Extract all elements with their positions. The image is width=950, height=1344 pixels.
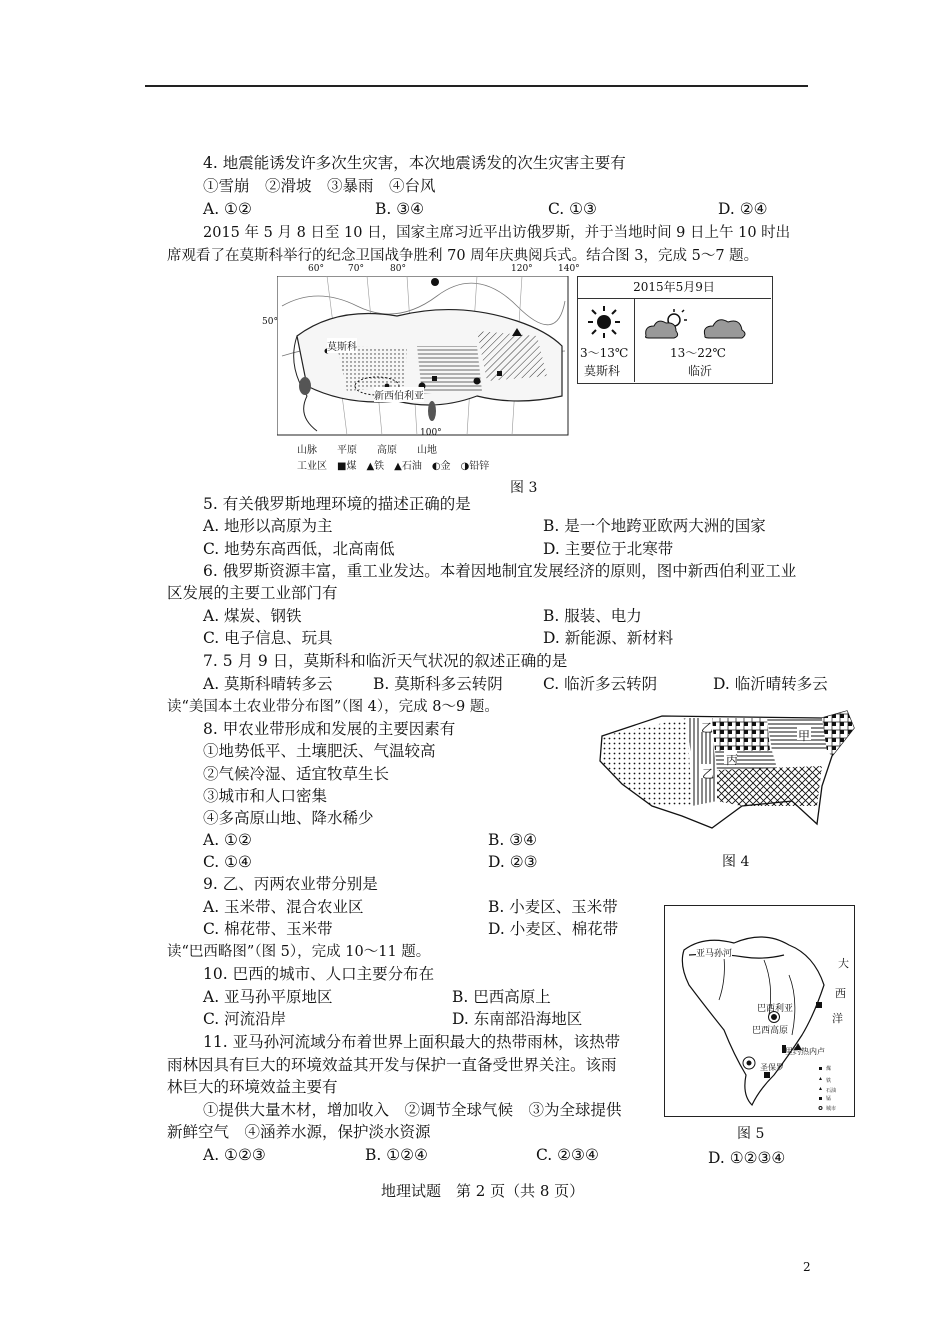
lon-70-label: 70° (348, 264, 364, 274)
moscow-weather-label: 莫斯科 (584, 364, 621, 378)
q6-option-a: A. 煤炭、钢铁 (203, 607, 302, 625)
q5-stem: 5. 有关俄罗斯地理环境的描述正确的是 (203, 495, 471, 513)
legend-iron: 铁 (826, 1078, 832, 1084)
q7-option-d: D. 临沂晴转多云 (713, 675, 828, 693)
weather-date: 2015年5月9日 (577, 276, 771, 299)
weather-divider (634, 298, 635, 382)
q5-option-c: C. 地势东高西低，北高南低 (203, 540, 395, 558)
q8-option-c: C. ①④ (203, 853, 252, 871)
q7-stem: 7. 5 月 9 日，莫斯科和临沂天气状况的叙述正确的是 (203, 652, 568, 670)
intro-5-7-line1: 2015 年 5 月 8 日至 10 日，国家主席习近平出访俄罗斯，并于当地时间 9 日上午 10 时出 (203, 225, 791, 241)
q8-item-2: ②气候冷湿、适宜牧草生长 (203, 765, 390, 783)
q10-option-d: D. 东南部沿海地区 (452, 1010, 583, 1028)
legend-manganese: 锰 (826, 1096, 832, 1102)
fig3-legend-row1: 山脉 平原 高原 山地 (297, 445, 437, 456)
q11-line4: ①提供大量木材，增加收入 ②调节全球气候 ③为全球提供 (203, 1101, 622, 1119)
q9-option-b: B. 小麦区、玉米带 (488, 898, 618, 916)
q8-option-a: A. ①② (203, 831, 252, 849)
lon-60-label: 60° (308, 264, 324, 274)
fig4-caption: 图 4 (722, 854, 750, 870)
intro-8-9: 读“美国本土农业带分布图”（图 4），完成 8～9 题。 (167, 699, 499, 715)
belt-yi-label-1: 乙 (701, 721, 714, 735)
q7-option-a: A. 莫斯科晴转多云 (203, 675, 333, 693)
q11-option-b: B. ①②④ (365, 1146, 428, 1164)
q8-item-4: ④多高原山地、降水稀少 (203, 809, 374, 827)
q9-option-c: C. 棉花带、玉米带 (203, 920, 333, 938)
q9-option-a: A. 玉米带、混合农业区 (203, 898, 364, 916)
q8-item-3: ③城市和人口密集 (203, 787, 328, 805)
q10-stem: 10. 巴西的城市、人口主要分布在 (203, 965, 435, 983)
legend-oil: 石油 (826, 1088, 837, 1094)
cloudy-icon (700, 310, 750, 340)
fig5-caption: 图 5 (737, 1126, 765, 1142)
q11-option-d: D. ①②③④ (708, 1149, 786, 1167)
q5-option-d: D. 主要位于北寒带 (543, 540, 674, 558)
q4-items: ①雪崩 ②滑坡 ③暴雨 ④台风 (203, 177, 436, 195)
q11-line2: 雨林因具有巨大的环境效益其开发与保护一直备受世界关注。该雨 (167, 1056, 617, 1074)
q6-option-b: B. 服装、电力 (543, 607, 642, 625)
sunny-icon (587, 305, 621, 339)
header-rule (145, 85, 808, 87)
legend-city: 城市 (826, 1106, 837, 1112)
q8-stem: 8. 甲农业带形成和发展的主要因素有 (203, 720, 456, 738)
partly-cloudy-icon (642, 308, 690, 340)
moscow-temp: 3～13℃ (580, 346, 629, 360)
q6-line1: 6. 俄罗斯资源丰富，重工业发达。本着因地制宜发展经济的原则，图中新西伯利亚工业 (203, 562, 797, 580)
belt-jia-label: 甲 (798, 729, 811, 743)
usa-agri-map (592, 706, 858, 831)
intro-10-11: 读“巴西略图”（图 5），完成 10～11 题。 (167, 944, 431, 960)
q10-option-c: C. 河流沿岸 (203, 1010, 287, 1028)
q11-option-c: C. ②③④ (536, 1146, 599, 1164)
atlantic-label-1: 大 (838, 957, 849, 970)
q9-stem: 9. 乙、丙两农业带分别是 (203, 875, 378, 893)
sao-paulo-label: 圣保罗 (760, 1063, 784, 1072)
linyi-temp: 13～22℃ (670, 346, 726, 360)
belt-yi-label-2: 乙 (702, 767, 715, 781)
linyi-weather-label: 临沂 (688, 364, 713, 378)
q11-line1: 11. 亚马孙河流域分布着世界上面积最大的热带雨林，该热带 (203, 1033, 621, 1051)
lat-50-label: 50° (262, 317, 278, 327)
rio-label: 里约热内卢 (785, 1047, 825, 1056)
lon-120-label: 120° (511, 264, 533, 274)
page-footer: 地理试题 第 2 页（共 8 页） (381, 1182, 585, 1200)
q4-option-d: D. ②④ (718, 200, 768, 218)
fig3-caption: 图 3 (510, 480, 538, 496)
atlantic-label-2: 西 (835, 987, 846, 1000)
lon-100-label: 100° (420, 428, 442, 438)
brasilia-label: 巴西利亚 (757, 1004, 794, 1014)
q6-line2: 区发展的主要工业部门有 (167, 584, 338, 602)
q4-option-b: B. ③④ (375, 200, 425, 218)
q5-option-a: A. 地形以高原为主 (203, 517, 333, 535)
q6-option-c: C. 电子信息、玩具 (203, 629, 333, 647)
q8-option-d: D. ②③ (488, 853, 538, 871)
q7-option-c: C. 临沂多云转阴 (543, 675, 658, 693)
q11-option-a: A. ①②③ (203, 1146, 266, 1164)
atlantic-label-3: 洋 (832, 1012, 843, 1025)
q9-option-d: D. 小麦区、棉花带 (488, 920, 619, 938)
amazon-river-label: 亚马孙河 (696, 946, 732, 959)
russia-map (277, 276, 569, 436)
q7-option-b: B. 莫斯科多云转阴 (373, 675, 503, 693)
q4-option-c: C. ①③ (548, 200, 597, 218)
q8-option-b: B. ③④ (488, 831, 538, 849)
lon-140-label: 140° (558, 264, 580, 274)
q5-option-b: B. 是一个地跨亚欧两大洲的国家 (543, 517, 766, 535)
q10-option-b: B. 巴西高原上 (452, 988, 551, 1006)
lon-80-label: 80° (390, 264, 406, 274)
q4-option-a: A. ①② (203, 200, 252, 218)
q8-item-1: ①地势低平、土壤肥沃、气温较高 (203, 742, 436, 760)
q11-line5: 新鲜空气 ④涵养水源，保护淡水资源 (167, 1123, 431, 1141)
legend-coal: 煤 (826, 1066, 832, 1072)
brazil-plateau-label: 巴西高原 (752, 1026, 789, 1036)
q6-option-d: D. 新能源、新材料 (543, 629, 674, 647)
intro-5-7-line2: 席观看了在莫斯科举行的纪念卫国战争胜利 70 周年庆典阅兵式。结合图 3，完成 5～7 题。 (167, 248, 759, 264)
q10-option-a: A. 亚马孙平原地区 (203, 988, 333, 1006)
page-number: 2 (803, 1260, 811, 1274)
q11-line3: 林巨大的环境效益主要有 (167, 1078, 338, 1096)
novosibirsk-label: 新西伯利亚 (374, 387, 424, 402)
belt-bing-label: 丙 (726, 753, 739, 767)
q4-stem: 4. 地震能诱发许多次生灾害，本次地震诱发的次生灾害主要有 (203, 154, 626, 172)
moscow-label: 莫斯科 (327, 338, 357, 353)
fig3-legend-row2: 工业区 ■煤 ▲铁 ▲石油 ◐金 ◑铅锌 (297, 461, 490, 472)
